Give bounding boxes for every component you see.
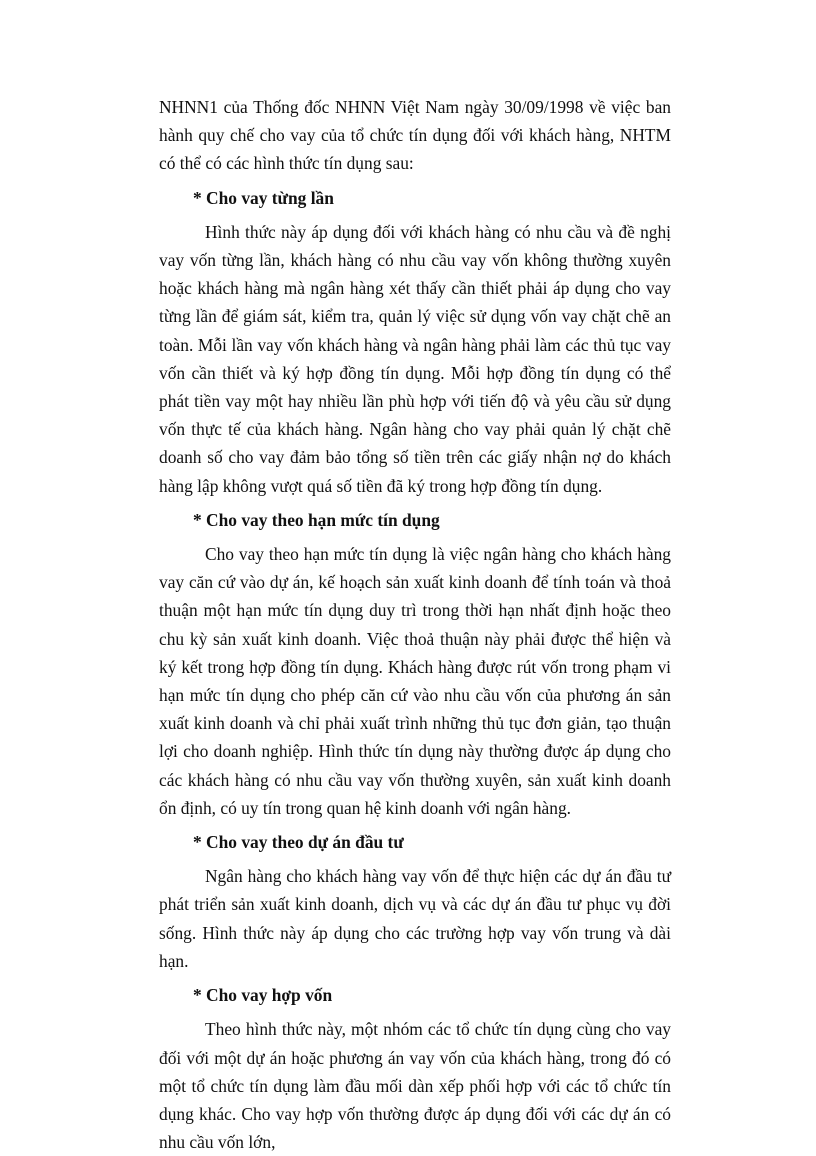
section-heading-1: * Cho vay từng lần [193, 187, 334, 208]
section-body-1: Hình thức này áp dụng đối với khách hàng có nhu cầu và đề nghị vay vốn từng lần, khách hàng có nhu cầu vay vốn không thường xuyên hoặc khách hàng mà ngân hàng xét thấy cần thiết phải áp dụng cho vay từng lần để giám sát, kiểm tra, quản lý việc sử dụng vốn vay chặt chẽ an toàn. Mỗi lần vay vốn khách hàng và ngân hàng phải làm các thủ tục vay vốn cần thiết và ký hợp đồng tín dụng. Mỗi hợp đồng tín dụng có thể phát tiền vay một hay nhiều lần phù hợp với tiến độ và yêu cầu sử dụng vốn thực tế của khách hàng. Ngân hàng cho vay phải quản lý chặt chẽ doanh số cho vay đảm bảo tổng số tiền trên các giấy nhận nợ do khách hàng lập không vượt quá số tiền đã ký trong hợp đồng tín dụng. [159, 221, 671, 496]
section-heading-3: * Cho vay theo dự án đầu tư [193, 832, 404, 853]
section-body-2: Cho vay theo hạn mức tín dụng là việc ngân hàng cho khách hàng vay căn cứ vào dự án, kế hoạch sản xuất kinh doanh để tính toán và thoả thuận một hạn mức tín dụng duy trì trong thời hạn nhất định hoặc theo chu kỳ sản xuất kinh doanh. Việc thoả thuận này phải được thể hiện và ký kết trong hợp đồng tín dụng. Khách hàng được rút vốn trong phạm vi hạn mức tín dụng cho phép căn cứ vào nhu cầu vốn của phương án sản xuất kinh doanh và chỉ phải xuất trình những thủ tục đơn giản, tạo thuận lợi cho doanh nghiệp. Hình thức tín dụng này thường được áp dụng cho các khách hàng có nhu cầu vay vốn thường xuyên, sản xuất kinh doanh ổn định, có uy tín trong quan hệ kinh doanh với ngân hàng. [159, 544, 671, 818]
section-heading-2: * Cho vay theo hạn mức tín dụng [193, 509, 440, 530]
intro-paragraph: NHNN1 của Thống đốc NHNN Việt Nam ngày 30/09/1998 về việc ban hành quy chế cho vay của tổ chức tín dụng đối với khách hàng, NHTM có thể có các hình thức tín dụng sau: [159, 97, 671, 174]
section-body-3: Ngân hàng cho khách hàng vay vốn để thực hiện các dự án đầu tư phát triển sản xuất kinh doanh, dịch vụ và các dự án đầu tư phục vụ đời sống. Hình thức này áp dụng cho các trường hợp vay vốn trung và dài hạn. [159, 866, 671, 971]
section-heading-4: * Cho vay hợp vốn [193, 985, 333, 1006]
document-page [159, 93, 671, 1156]
section-body-4: Theo hình thức này, một nhóm các tổ chức tín dụng cùng cho vay đối với một dự án hoặc phương án vay vốn của khách hàng, trong đó có một tổ chức tín dụng làm đầu mối dàn xếp phối hợp với các tổ chức tín dụng khác. Cho vay hợp vốn thường được áp dụng đối với các dự án có nhu cầu vốn lớn, [159, 1019, 671, 1153]
